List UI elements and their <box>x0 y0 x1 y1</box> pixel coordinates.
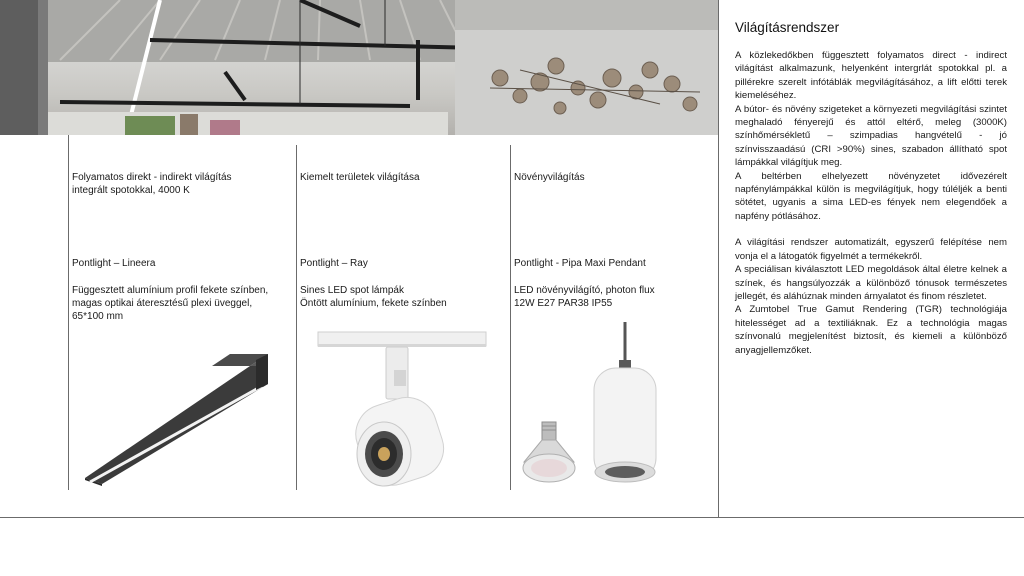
column-3-product: Pontlight - Pipa Maxi Pendant <box>514 258 646 269</box>
sidebar-paragraph: A Zumtobel True Gamut Rendering (TGR) technológiája hitelességet ad a textiliáknak. Ez a technológia magas színvonalú megjelenítést biztosít, és kiemeli a különböző anyagjellemzőket. <box>735 304 1007 356</box>
column-2-description <box>300 284 505 310</box>
sidebar-paragraph: A speciálisan kiválasztott LED megoldások által életre kelnek a színek, és hangsúlyozzák a különböző tónusok természetes jellegét, és aláhúznak minden árnyalatot és finom részletet. <box>735 264 1007 302</box>
description-line: 12W E27 PAR38 IP55 <box>514 298 613 309</box>
ray-spot-image <box>316 330 488 490</box>
sidebar-paragraph: A bútor- és növény szigeteket a környezeti megvilágítási szintet meghaladó fényerejű és attól eltérő, meleg (3000K) színhőmérsékletű – szimpadias hangvételű - jó színvisszaadású (CRI >90%) sines, szabadon állítható spot lámpákkal világítjuk meg. <box>735 103 1007 169</box>
column-1-product: Pontlight – Lineera <box>72 258 156 269</box>
heading-line: Kiemelt területek világítása <box>300 172 420 183</box>
sidebar-title: Világításrendszer <box>735 20 840 35</box>
column-divider-3 <box>510 145 511 490</box>
column-2-heading <box>300 171 505 184</box>
description-line: Sines LED spot lámpák <box>300 285 404 296</box>
heading-line: Folyamatos direkt - indirekt világítás <box>72 172 232 183</box>
description-line: 65*100 mm <box>72 311 124 322</box>
sidebar-divider <box>718 0 719 518</box>
sidebar-paragraph: A világítási rendszer automatizált, egyszerű felépítése nem vonja el a látogatók figyelmét a termékekről. <box>735 237 1007 262</box>
column-1-heading <box>72 171 292 197</box>
heading-line: Növényvilágítás <box>514 172 585 183</box>
paragraph-gap <box>735 223 1007 236</box>
column-2-product: Pontlight – Ray <box>300 258 368 269</box>
sidebar-paragraph: A közlekedőkben függesztett folyamatos direct - indirect világítást alkalmazunk, helyenként intergrlát spotokkal pl. a pillérekre szerelt infótáblák megvilágításához, a lift előtti terek kiemeléséhez. <box>735 50 1007 102</box>
lineera-fixture-image <box>80 350 275 488</box>
sidebar-lighting-system <box>735 20 1007 357</box>
description-line: LED növényvilágító, photon flux <box>514 285 655 296</box>
heading-line: integrált spotokkal, 4000 K <box>72 185 190 196</box>
description-line: magas optikai áteresztésű plexi üveggel, <box>72 298 253 309</box>
pipa-pendant-image <box>522 322 682 490</box>
column-divider-1 <box>68 135 69 490</box>
column-3-description <box>514 284 714 310</box>
bottom-rule <box>0 517 1024 518</box>
column-3-heading <box>514 171 714 184</box>
description-line: Függesztett alumínium profil fekete színben, <box>72 285 269 296</box>
sidebar-paragraph: A beltérben elhelyezett növényzetet idővezérelt napfénylámpákkal külön is megvilágítjuk, hogy túléljék a benti sötétet, ugyanis a sima LED-es fények nem elegendőek a napfény pótlásához. <box>735 170 1007 222</box>
description-line: Öntött alumínium, fekete színben <box>300 298 447 309</box>
column-1-description <box>72 284 294 323</box>
hero-photo <box>0 0 718 135</box>
column-divider-2 <box>296 145 297 490</box>
